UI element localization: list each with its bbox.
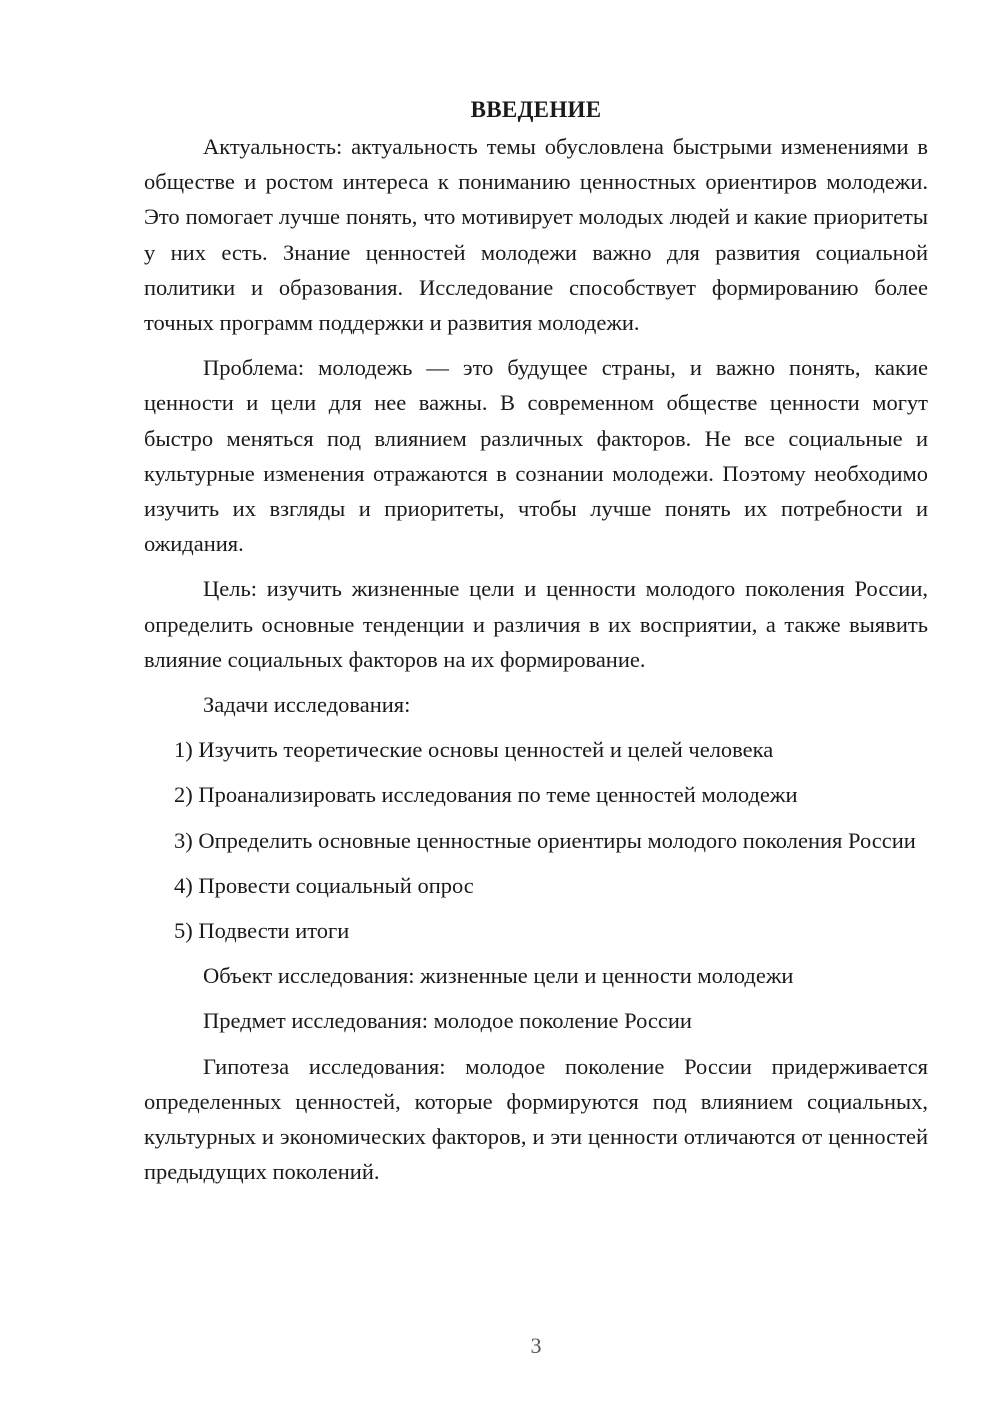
research-object: Объект исследования: жизненные цели и ценности молодежи bbox=[203, 963, 794, 989]
paragraph-problem: Проблема: молодежь — это будущее страны, и важно понять, какие ценности и цели для нее важны. В современном обществе ценности могут быстро меняться под влиянием различных факторов. Не все социальные и культурные изменения отражаются в сознании молодежи. Поэтому необходимо изучить их взгляды и приоритеты, чтобы лучше понять их потребности и ожидания. bbox=[144, 355, 928, 557]
task-item-1: 1) Изучить теоретические основы ценностей и целей человека bbox=[174, 737, 774, 763]
paragraph-relevance: Актуальность: актуальность темы обусловлена быстрыми изменениями в обществе и ростом интереса к пониманию ценностных ориентиров молодежи. Это помогает лучше понять, что мотивирует молодых людей и какие приоритеты у них есть. Знание ценностей молодежи важно для развития социальной политики и образования. Исследование способствует формированию более точных программ поддержки и развития молодежи. bbox=[144, 134, 928, 336]
page-title: ВВЕДЕНИЕ bbox=[470, 97, 602, 122]
task-item-4: 4) Провести социальный опрос bbox=[174, 872, 474, 898]
research-subject: Предмет исследования: молодое поколение России bbox=[203, 1008, 692, 1034]
page-number: 3 bbox=[530, 1333, 542, 1358]
task-item-3: 3) Определить основные ценностные ориентиры молодого поколения России bbox=[174, 827, 916, 853]
paragraph-goal: Цель: изучить жизненные цели и ценности молодого поколения России, определить основные тенденции и различия в их восприятии, а также выявить влияние социальных факторов на их формирование. bbox=[144, 576, 928, 672]
task-item-5: 5) Подвести итоги bbox=[174, 918, 350, 944]
document-page bbox=[144, 92, 928, 1189]
research-hypothesis: Гипотеза исследования: молодое поколение России придерживается определенных ценностей, которые формируются под влиянием социальных, культурных и экономических факторов, и эти ценности отличаются от ценностей предыдущих поколений. bbox=[144, 1053, 928, 1185]
task-item-2: 2) Проанализировать исследования по теме ценностей молодежи bbox=[174, 782, 798, 808]
tasks-heading: Задачи исследования: bbox=[203, 692, 411, 718]
